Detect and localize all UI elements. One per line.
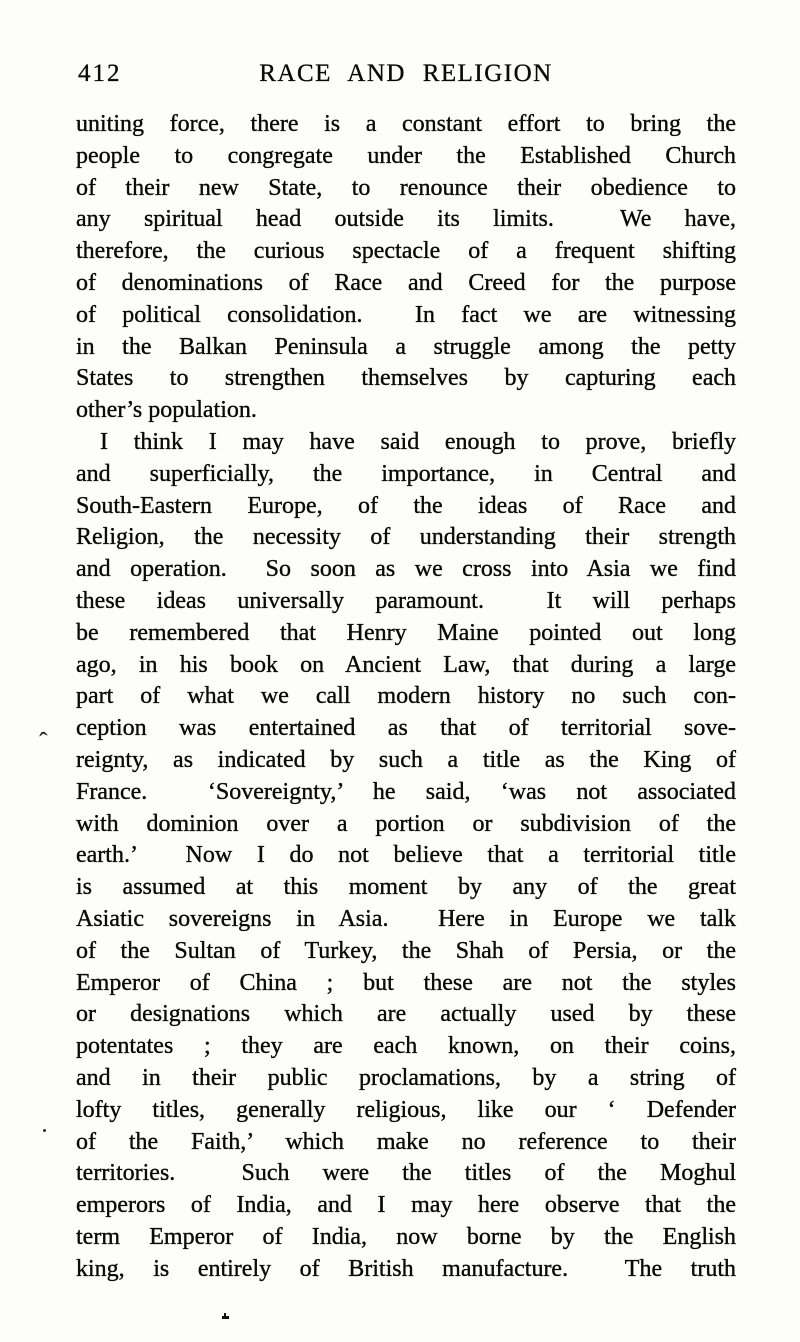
text-line: of the Faith,’ which make no reference to their — [76, 1128, 736, 1155]
body-text — [76, 109, 736, 1285]
text-line: I think I may have said enough to prove, briefly — [100, 428, 736, 455]
printer-mark-artifact — [222, 1316, 229, 1319]
text-line: or designations which are actually used by these — [76, 1001, 736, 1028]
margin-caret-artifact: ˆ — [37, 726, 51, 757]
text-line: be remembered that Henry Maine pointed out long — [76, 619, 736, 646]
text-line: these ideas universally paramount. It will perhaps — [76, 587, 736, 614]
text-line: and operation. So soon as we cross into Asia we find — [76, 556, 736, 583]
text-line: South-Eastern Europe, of the ideas of Race and — [76, 492, 736, 519]
text-line: Religion, the necessity of understanding their strength — [76, 524, 736, 551]
text-line: of political consolidation. In fact we are witnessing — [76, 301, 736, 328]
text-line: Asiatic sovereigns in Asia. Here in Europe we talk — [76, 905, 736, 932]
text-line: lofty titles, generally religious, like our ‘ Defender — [76, 1096, 736, 1123]
text-line: other’s population. — [76, 397, 257, 424]
text-line: territories. Such were the titles of the Moghul — [76, 1160, 736, 1187]
page-header — [76, 60, 736, 90]
margin-dot-artifact — [43, 1129, 46, 1132]
text-line: ception was entertained as that of territorial sove- — [76, 715, 736, 742]
text-line: earth.’ Now I do not believe that a territorial title — [76, 842, 736, 869]
running-title: RACE AND RELIGION — [259, 60, 553, 87]
text-line: States to strengthen themselves by capturing each — [76, 365, 736, 392]
paragraph — [76, 427, 736, 1286]
text-line: therefore, the curious spectacle of a frequent shifting — [76, 238, 736, 265]
text-line: people to congregate under the Established Church — [76, 142, 736, 169]
text-line: and in their public proclamations, by a string of — [76, 1064, 736, 1091]
text-line: part of what we call modern history no such con- — [76, 683, 736, 710]
text-line: with dominion over a portion or subdivision of the — [76, 810, 736, 837]
text-line: king, is entirely of British manufacture. The truth — [76, 1255, 736, 1282]
text-line: any spiritual head outside its limits. We have, — [76, 206, 736, 233]
text-line: is assumed at this moment by any of the great — [76, 874, 736, 901]
text-line: emperors of India, and I may here observe that the — [76, 1192, 736, 1219]
text-line: potentates ; they are each known, on their coins, — [76, 1033, 736, 1060]
text-line: France. ‘Sovereignty,’ he said, ‘was not associated — [76, 778, 736, 805]
text-line: term Emperor of India, now borne by the English — [76, 1223, 736, 1250]
text-line: ago, in his book on Ancient Law, that during a large — [76, 651, 736, 678]
text-line: reignty, as indicated by such a title as the King of — [76, 746, 736, 773]
text-line: Emperor of China ; but these are not the styles — [76, 969, 736, 996]
text-line: of denominations of Race and Creed for the purpose — [76, 269, 736, 296]
paragraph — [76, 109, 736, 427]
text-line: of their new State, to renounce their obedience to — [76, 174, 736, 201]
text-line: uniting force, there is a constant effort to bring the — [76, 111, 736, 137]
text-line: in the Balkan Peninsula a struggle among the petty — [76, 333, 736, 360]
text-line: and superficially, the importance, in Central and — [76, 460, 736, 487]
text-line: of the Sultan of Turkey, the Shah of Persia, or the — [76, 937, 736, 964]
page-number: 412 — [78, 60, 122, 87]
